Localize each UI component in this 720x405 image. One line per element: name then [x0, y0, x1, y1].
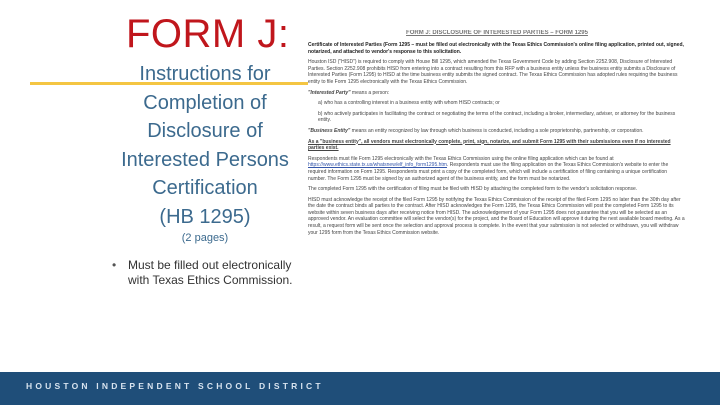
definition-text: means an entity recognized by law through which business is conducted, including a sole proprietorship, partnership, or corporation.	[350, 127, 644, 134]
subtitle-line: Instructions for	[139, 63, 271, 85]
footer-bar	[0, 372, 720, 405]
document-definition	[308, 128, 686, 135]
subtitle-line: Completion of	[143, 91, 267, 114]
document-requirement: As a "business entity", all vendors must electronically complete, print, sign, notarize, and submit Form 1295 with their submissions even if no interested parties exist.	[308, 138, 671, 152]
document-paragraph: The completed Form 1295 with the certification of filing must be filed with HISD by attaching the completed form to the vendor's solicitation response.	[308, 186, 638, 193]
bullet-list	[112, 258, 312, 288]
definition-term: "Interested Party"	[308, 89, 351, 96]
definition-text: means a person:	[350, 89, 390, 96]
document-header: FORM J: DISCLOSURE OF INTERESTED PARTIES – FORM 1295	[406, 30, 588, 36]
definition-item: a) who has a controlling interest in a business entity with whom HISD contracts; or	[318, 100, 500, 107]
subtitle-line: (HB 1295)	[159, 205, 251, 228]
pages-note: (2 pages)	[181, 232, 229, 244]
subtitle-line: Disclosure of	[147, 120, 263, 142]
subtitle-line: Interested Persons	[121, 148, 289, 171]
paragraph-text: Respondents must file Form 1295 electronically with the Texas Ethics Commission using the online filing application which can be found at	[308, 155, 614, 162]
paragraph-text: . Respondents must use the filing application on the Texas Ethics Commission's website to enter the required information on Form 1295. Respondents must print a copy of the completed form, which will include a certification of filing containing a unique certification number. The Form 1295 must be signed by an authorized agent of the business entity, and the form must be notarized.	[308, 162, 669, 182]
subtitle-line: Certification	[152, 177, 258, 199]
definition-term: "Business Entity"	[308, 127, 351, 134]
document-paragraph: HISD must acknowledge the receipt of the filed Form 1295 by notifying the Texas Ethics Commission of the receipt of the filed Form 1295 no later than the 30th day after the date the contract binds all parties to the contract. After HISD acknowledges the Form 1295, the Texas Ethics Commission will post the completed Form 1295 to its website within seven business days after receiving notice from HISD. The acknowledgement of your Form 1295 does not guarantee that you will be selected as an approved vendor. An evaluation committee will select the vendor(s) for the project, and the Board of Education will approve it during the next available board meeting. As a result, a request form will be sent once the selection and approval process is complete. In the event that your submission is not selected or withdrawn, you will withdraw your 1295 form from the Texas Ethics Commission website.	[308, 196, 685, 236]
bullet-item: • Must be filled out electronically with Texas Ethics Commission.	[112, 258, 312, 288]
document-paragraph: Houston ISD ("HISD") is required to comply with House Bill 1295, which amended the Texas Government Code by adding Section 2252.908, Disclosure of Interested Parties. Section 2252.908 prohibits HISD from entering into a contract resulting from this RFP with a business entity unless the business entity submits a Disclosure of Interested Parties (Form 1295) to HISD at the time business entity submits the signed contract. The Texas Ethics Commission has adopted rules requiring the business entity to file Form 1295 electronically with the Texas Ethics Commission.	[308, 59, 678, 85]
slide-subtitle	[108, 60, 302, 231]
definition-item: b) who actively participates in facilitating the contract or negotiating the terms of the contract, including a broker, intermediary, adviser, or attorney for the business entity.	[318, 110, 676, 124]
document-paragraph	[308, 156, 686, 182]
document-intro: Certificate of Interested Parties (Form 1295 – must be filled out electronically with the Texas Ethics Commission's online filing application, printed out, signed, notarized, and attached to vendor's response to this solicitation.	[308, 42, 684, 55]
document-definition	[308, 90, 686, 97]
footer-text: HOUSTON INDEPENDENT SCHOOL DISTRICT	[26, 381, 324, 391]
form-document-image	[308, 30, 686, 372]
ethics-link[interactable]: https://www.ethics.state.tx.us/whatsnew/elf_info_form1295.htm	[308, 162, 447, 169]
slide-title: FORM J:	[126, 12, 290, 56]
